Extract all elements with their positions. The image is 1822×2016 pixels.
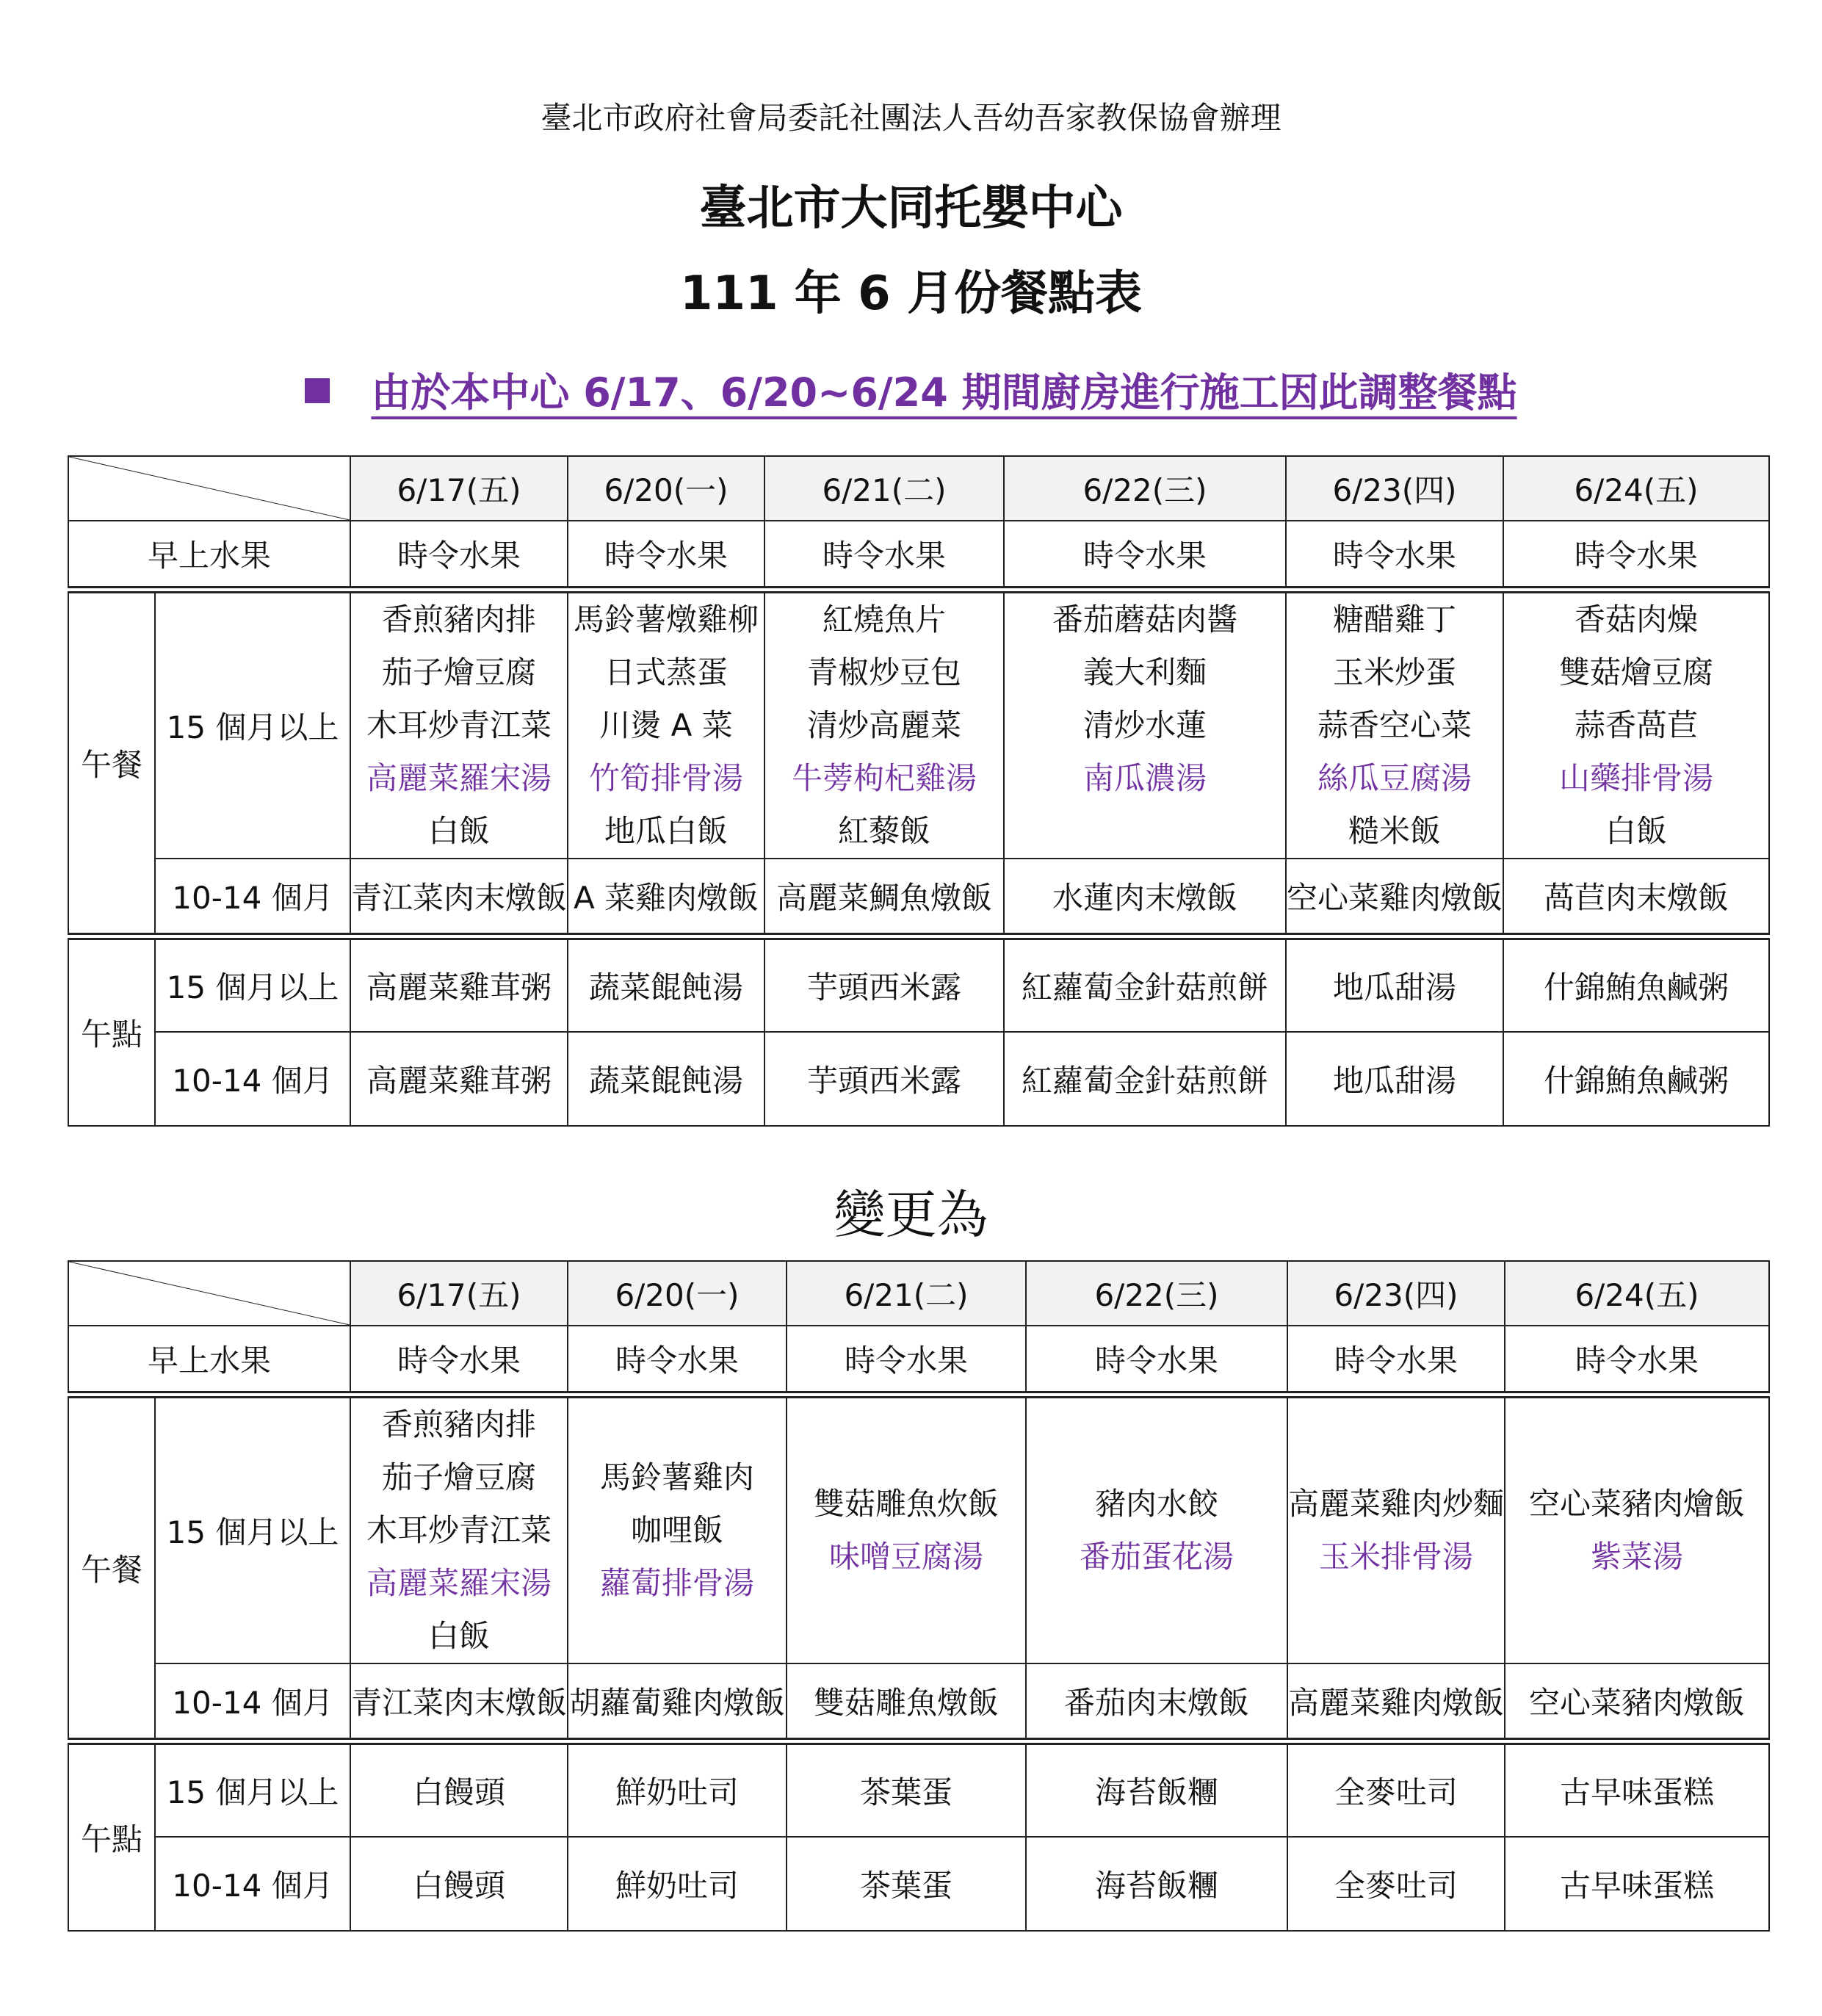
dish: 木耳炒青江菜 xyxy=(366,707,552,743)
snack-cell: 什錦鮪魚鹹粥 xyxy=(1503,936,1769,1032)
staple: 紅藜飯 xyxy=(837,813,930,849)
dish: 馬鈴薯燉雞柳 xyxy=(573,601,759,637)
day-header: 6/17(五) xyxy=(350,456,568,521)
day-header: 6/21(二) xyxy=(764,456,1004,521)
soup: 竹筍排骨湯 xyxy=(588,760,743,796)
snack-cell: 紅蘿蔔金針菇煎餅 xyxy=(1004,1032,1286,1126)
dish: 茄子燴豆腐 xyxy=(381,654,536,690)
staple: 白飯 xyxy=(427,813,490,849)
dish: 玉米炒蛋 xyxy=(1332,654,1456,690)
menu-title: 111 年 6 月份餐點表 xyxy=(680,267,1142,321)
fruit-cell: 時令水果 xyxy=(1286,521,1503,590)
snack-cell: 高麗菜雞茸粥 xyxy=(350,936,568,1032)
lunch-15-up-row xyxy=(68,590,1769,859)
lunch-label: 午餐 xyxy=(68,590,155,936)
fruit-cell: 時令水果 xyxy=(1026,1326,1287,1395)
staple: 糙米飯 xyxy=(1348,813,1441,849)
snack-cell: 茶葉蛋 xyxy=(787,1741,1026,1837)
dish: 青椒炒豆包 xyxy=(806,654,961,690)
snack-cell: 茶葉蛋 xyxy=(787,1837,1026,1931)
soup: 絲瓜豆腐湯 xyxy=(1317,760,1472,796)
soup: 南瓜濃湯 xyxy=(1082,760,1207,796)
snack-10-14-row xyxy=(68,1032,1769,1126)
dish: 紅燒魚片 xyxy=(822,601,946,637)
snack-cell: 古早味蛋糕 xyxy=(1505,1837,1769,1931)
dish: 高麗菜雞肉炒麵 xyxy=(1288,1486,1505,1522)
day-header: 6/20(一) xyxy=(568,456,764,521)
dish: 馬鈴薯雞肉 xyxy=(599,1459,754,1495)
lunch-cell xyxy=(1286,590,1503,859)
snack-cell: 紅蘿蔔金針菇煎餅 xyxy=(1004,936,1286,1032)
fruit-cell: 時令水果 xyxy=(568,1326,787,1395)
fruit-cell: 時令水果 xyxy=(787,1326,1026,1395)
age-label: 15 個月以上 xyxy=(155,1395,350,1663)
day-header: 6/20(一) xyxy=(568,1261,787,1326)
lunch-infant-cell: 萵苣肉末燉飯 xyxy=(1503,859,1769,936)
snack-cell: 蔬菜餛飩湯 xyxy=(568,1032,764,1126)
dish: 日式蒸蛋 xyxy=(604,654,728,690)
day-header: 6/22(三) xyxy=(1026,1261,1287,1326)
lunch-label: 午餐 xyxy=(68,1395,155,1741)
snack-cell: 蔬菜餛飩湯 xyxy=(568,936,764,1032)
day-header: 6/24(五) xyxy=(1505,1261,1769,1326)
fruit-label: 早上水果 xyxy=(68,1326,350,1395)
lunch-infant-cell: 青江菜肉末燉飯 xyxy=(350,859,568,936)
fruit-label: 早上水果 xyxy=(68,521,350,590)
fruit-row xyxy=(68,1326,1769,1395)
staple: 白飯 xyxy=(1605,813,1667,849)
day-header: 6/23(四) xyxy=(1286,456,1503,521)
dish: 茄子燴豆腐 xyxy=(381,1459,536,1495)
lunch-infant-cell: 胡蘿蔔雞肉燉飯 xyxy=(568,1663,787,1741)
lunch-cell xyxy=(1026,1395,1287,1663)
staple: 白飯 xyxy=(427,1618,490,1654)
snack-10-14-row xyxy=(68,1837,1769,1931)
lunch-infant-cell: 高麗菜雞肉燉飯 xyxy=(1287,1663,1505,1741)
dish: 清炒高麗菜 xyxy=(806,707,961,743)
fruit-cell: 時令水果 xyxy=(1004,521,1286,590)
original-menu-table xyxy=(68,455,1770,1127)
soup: 牛蒡枸杞雞湯 xyxy=(791,760,977,796)
change-heading: 變更為 xyxy=(834,1185,988,1245)
dish: 蒜香萵苣 xyxy=(1574,707,1698,743)
age-label: 15 個月以上 xyxy=(155,1741,350,1837)
snack-cell: 海苔飯糰 xyxy=(1026,1837,1287,1931)
day-header-row xyxy=(68,456,1769,521)
lunch-cell xyxy=(568,1395,787,1663)
soup: 番茄蛋花湯 xyxy=(1079,1539,1234,1575)
corner-cell xyxy=(68,1261,350,1326)
age-label: 15 個月以上 xyxy=(155,590,350,859)
lunch-infant-cell: 番茄肉末燉飯 xyxy=(1026,1663,1287,1741)
lunch-cell xyxy=(1004,590,1286,859)
age-label: 10-14 個月 xyxy=(155,1663,350,1741)
day-header: 6/24(五) xyxy=(1503,456,1769,521)
dish: 番茄蘑菇肉醬 xyxy=(1052,601,1237,637)
lunch-infant-cell: 空心菜豬肉燉飯 xyxy=(1505,1663,1769,1741)
snack-cell: 鮮奶吐司 xyxy=(568,1837,787,1931)
dish: 豬肉水餃 xyxy=(1094,1486,1218,1522)
soup: 高麗菜羅宋湯 xyxy=(366,760,552,796)
lunch-cell xyxy=(350,590,568,859)
staple: 地瓜白飯 xyxy=(604,813,728,849)
lunch-10-14-row xyxy=(68,859,1769,936)
age-label: 10-14 個月 xyxy=(155,1837,350,1931)
snack-cell: 高麗菜雞茸粥 xyxy=(350,1032,568,1126)
snack-cell: 全麥吐司 xyxy=(1287,1741,1505,1837)
snack-cell: 白饅頭 xyxy=(350,1741,568,1837)
soup: 高麗菜羅宋湯 xyxy=(366,1565,552,1601)
snack-cell: 白饅頭 xyxy=(350,1837,568,1931)
lunch-cell xyxy=(568,590,764,859)
lunch-cell xyxy=(350,1395,568,1663)
dish: 義大利麵 xyxy=(1082,654,1207,690)
dish: 空心菜豬肉燴飯 xyxy=(1528,1486,1745,1522)
lunch-cell xyxy=(1505,1395,1769,1663)
notice-text: 由於本中心 6/17、6/20~6/24 期間廚房進行施工因此調整餐點 xyxy=(371,369,1517,416)
dish: 香煎豬肉排 xyxy=(381,601,536,637)
snack-cell: 海苔飯糰 xyxy=(1026,1741,1287,1837)
lunch-infant-cell: 雙菇雕魚燉飯 xyxy=(787,1663,1026,1741)
soup: 山藥排骨湯 xyxy=(1558,760,1713,796)
age-label: 10-14 個月 xyxy=(155,859,350,936)
fruit-cell: 時令水果 xyxy=(764,521,1004,590)
soup: 蘿蔔排骨湯 xyxy=(599,1565,754,1601)
lunch-infant-cell: A 菜雞肉燉飯 xyxy=(568,859,764,936)
lunch-infant-cell: 空心菜雞肉燉飯 xyxy=(1286,859,1503,936)
snack-cell: 芋頭西米露 xyxy=(764,936,1004,1032)
lunch-cell xyxy=(787,1395,1026,1663)
dish: 咖哩飯 xyxy=(630,1512,723,1548)
lunch-10-14-row xyxy=(68,1663,1769,1741)
snack-label: 午點 xyxy=(68,936,155,1126)
dish: 糖醋雞丁 xyxy=(1332,601,1456,637)
dish: 香煎豬肉排 xyxy=(381,1406,536,1442)
dish: 雙菇燴豆腐 xyxy=(1558,654,1713,690)
fruit-cell: 時令水果 xyxy=(1503,521,1769,590)
snack-label: 午點 xyxy=(68,1741,155,1931)
construction-notice xyxy=(0,361,1822,418)
lunch-infant-cell: 水蓮肉末燉飯 xyxy=(1004,859,1286,936)
soup: 紫菜湯 xyxy=(1590,1539,1683,1575)
snack-15-up-row xyxy=(68,1741,1769,1837)
snack-cell: 鮮奶吐司 xyxy=(568,1741,787,1837)
soup: 味噌豆腐湯 xyxy=(828,1539,983,1575)
dish: 川燙 A 菜 xyxy=(599,707,733,743)
snack-cell: 地瓜甜湯 xyxy=(1286,936,1503,1032)
snack-cell: 什錦鮪魚鹹粥 xyxy=(1503,1032,1769,1126)
fruit-cell: 時令水果 xyxy=(1287,1326,1505,1395)
day-header: 6/21(二) xyxy=(787,1261,1026,1326)
dish: 清炒水蓮 xyxy=(1082,707,1207,743)
dish: 木耳炒青江菜 xyxy=(366,1512,552,1548)
day-header: 6/23(四) xyxy=(1287,1261,1505,1326)
snack-cell: 全麥吐司 xyxy=(1287,1837,1505,1931)
snack-cell: 古早味蛋糕 xyxy=(1505,1741,1769,1837)
snack-cell: 地瓜甜湯 xyxy=(1286,1032,1503,1126)
day-header: 6/17(五) xyxy=(350,1261,568,1326)
fruit-row xyxy=(68,521,1769,590)
age-label: 15 個月以上 xyxy=(155,936,350,1032)
lunch-cell xyxy=(1503,590,1769,859)
fruit-cell: 時令水果 xyxy=(350,521,568,590)
dish: 蒜香空心菜 xyxy=(1317,707,1472,743)
lunch-15-up-row xyxy=(68,1395,1769,1663)
snack-15-up-row xyxy=(68,936,1769,1032)
corner-cell xyxy=(68,456,350,521)
day-header-row xyxy=(68,1261,1769,1326)
dish: 雙菇雕魚炊飯 xyxy=(813,1486,999,1522)
snack-cell: 芋頭西米露 xyxy=(764,1032,1004,1126)
soup: 玉米排骨湯 xyxy=(1318,1539,1473,1575)
center-name: 臺北市大同托嬰中心 xyxy=(699,181,1123,236)
day-header: 6/22(三) xyxy=(1004,456,1286,521)
fruit-cell: 時令水果 xyxy=(568,521,764,590)
square-bullet-icon xyxy=(305,378,330,403)
organizer-line: 臺北市政府社會局委託社團法人吾幼吾家教保協會辦理 xyxy=(541,100,1281,136)
lunch-cell xyxy=(1287,1395,1505,1663)
fruit-cell: 時令水果 xyxy=(350,1326,568,1395)
changed-menu-table xyxy=(68,1260,1770,1932)
dish: 香菇肉燥 xyxy=(1574,601,1698,637)
lunch-infant-cell: 青江菜肉末燉飯 xyxy=(350,1663,568,1741)
lunch-infant-cell: 高麗菜鯛魚燉飯 xyxy=(764,859,1004,936)
lunch-cell xyxy=(764,590,1004,859)
fruit-cell: 時令水果 xyxy=(1505,1326,1769,1395)
age-label: 10-14 個月 xyxy=(155,1032,350,1126)
